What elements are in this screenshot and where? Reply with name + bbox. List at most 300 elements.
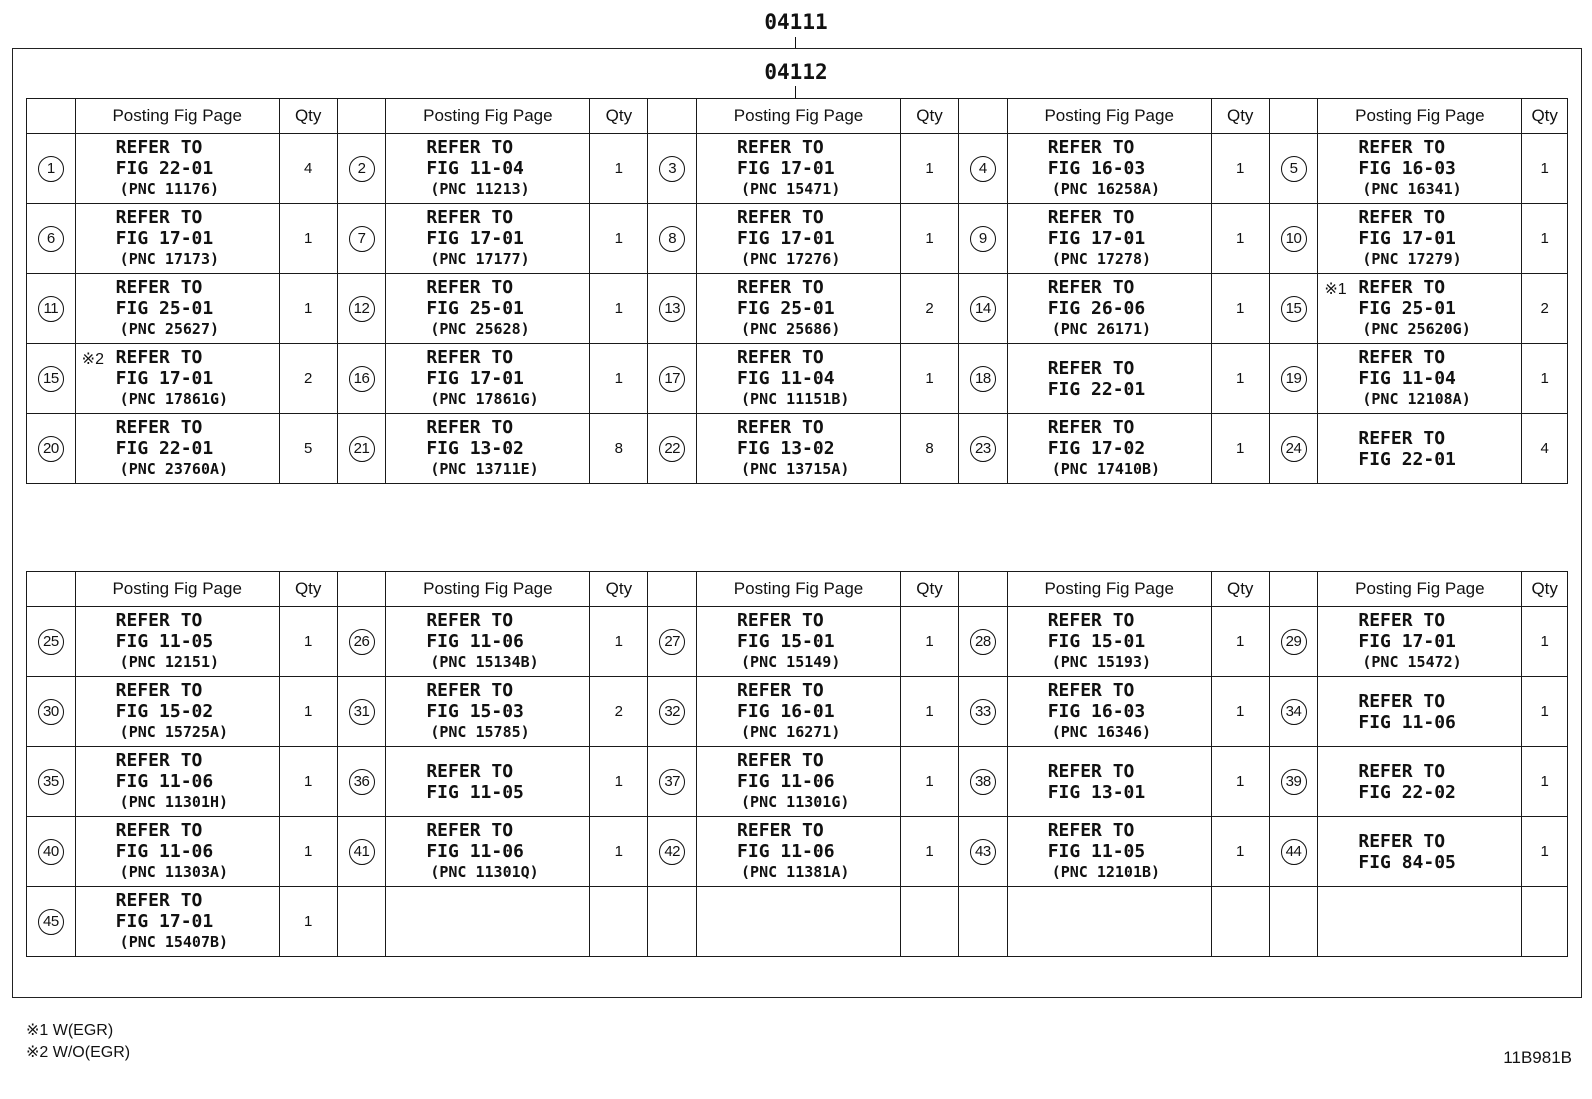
part-number-badge: 17 [659, 366, 685, 392]
part-number-cell [959, 887, 1008, 957]
part-number-badge: 42 [659, 839, 685, 865]
qty-cell [1522, 204, 1568, 274]
reference-cell [386, 677, 590, 747]
refer-to-text: REFER TO [737, 347, 824, 368]
part-number-badge: 12 [349, 296, 375, 322]
refer-to-text: REFER TO [115, 277, 203, 298]
pnc-reference: (PNC 15193) [1051, 653, 1152, 671]
part-number-badge: 15 [38, 366, 64, 392]
applicability-note: ※1 [1324, 281, 1347, 298]
part-number-cell [959, 414, 1008, 484]
refer-to-text: REFER TO [1047, 277, 1135, 298]
part-number-cell [1269, 817, 1318, 887]
qty-cell [1522, 677, 1568, 747]
qty-cell [590, 134, 648, 204]
part-number-cell [1269, 134, 1318, 204]
part-number-cell [27, 204, 76, 274]
quantity-value: 8 [614, 440, 624, 457]
figure-reference: FIG 17-01 [426, 368, 524, 389]
reference-cell [1007, 414, 1211, 484]
table-row [27, 414, 1568, 484]
part-number-cell [648, 414, 697, 484]
figure-reference: FIG 17-01 [1047, 228, 1146, 249]
quantity-value: 2 [304, 370, 313, 387]
pnc-reference: (PNC 15725A) [119, 723, 229, 741]
figure-reference: FIG 17-01 [115, 228, 214, 249]
part-number-badge: 40 [38, 839, 64, 865]
pnc-reference: (PNC 15785) [430, 723, 530, 741]
reference-cell [75, 887, 279, 957]
part-number-cell [959, 747, 1008, 817]
refer-to-text: REFER TO [115, 890, 203, 911]
part-number-cell [1269, 344, 1318, 414]
part-number-cell [959, 274, 1008, 344]
quantity-value: 1 [1236, 773, 1245, 790]
reference-cell [386, 817, 590, 887]
table-row [27, 204, 1568, 274]
header-qty: Qty [279, 572, 337, 607]
part-number-badge: 35 [38, 769, 64, 795]
part-number-badge: 5 [1281, 156, 1307, 182]
header-posting-fig-page: Posting Fig Page [1318, 572, 1522, 607]
qty-cell [901, 274, 959, 344]
part-number-badge: 19 [1281, 366, 1307, 392]
pnc-reference: (PNC 13711E) [430, 460, 539, 478]
refer-to-text: REFER TO [1358, 610, 1446, 631]
header-blank [337, 99, 386, 134]
qty-cell [590, 747, 648, 817]
header-qty: Qty [1211, 99, 1269, 134]
refer-to-text: REFER TO [1047, 820, 1135, 841]
footnotes [26, 1020, 130, 1064]
reference-cell [386, 204, 590, 274]
header-blank [337, 572, 386, 607]
pnc-reference: (PNC 12108A) [1362, 390, 1471, 408]
reference-cell [386, 414, 590, 484]
qty-cell [901, 677, 959, 747]
header-qty: Qty [901, 99, 959, 134]
part-number-badge: 10 [1281, 226, 1307, 252]
parts-reference-table-bottom [26, 571, 1568, 957]
quantity-value: 2 [925, 300, 934, 317]
part-number-cell [337, 204, 386, 274]
refer-to-text: REFER TO [426, 760, 514, 782]
pnc-reference: (PNC 15149) [741, 653, 841, 671]
quantity-value: 1 [1540, 230, 1549, 247]
refer-to-text: REFER TO [426, 347, 514, 368]
pnc-reference: (PNC 25627) [119, 320, 220, 338]
reference-cell [386, 344, 590, 414]
inner-code-leader [795, 86, 796, 98]
reference-cell [75, 607, 279, 677]
refer-to-text: REFER TO [1047, 680, 1135, 701]
header-row [27, 572, 1568, 607]
refer-to-text: REFER TO [1047, 357, 1135, 379]
quantity-value: 1 [1236, 440, 1245, 457]
figure-reference: FIG 17-02 [1047, 438, 1146, 459]
reference-cell [1007, 677, 1211, 747]
pnc-reference: (PNC 25628) [430, 320, 530, 338]
figure-reference: FIG 11-06 [426, 841, 524, 862]
reference-cell [75, 817, 279, 887]
quantity-value: 1 [614, 370, 624, 387]
header-blank [1269, 572, 1318, 607]
figure-reference: FIG 13-01 [1047, 781, 1146, 803]
part-number-badge: 30 [38, 699, 64, 725]
outer-code-leader [795, 37, 796, 48]
part-number-cell [1269, 414, 1318, 484]
refer-to-text: REFER TO [115, 680, 203, 701]
reference-cell [1318, 817, 1522, 887]
part-number-cell [1269, 607, 1318, 677]
pnc-reference: (PNC 25686) [741, 320, 841, 338]
quantity-value: 4 [1540, 440, 1549, 457]
reference-cell [697, 344, 901, 414]
pnc-reference: (PNC 16271) [741, 723, 841, 741]
part-number-badge: 22 [659, 436, 685, 462]
figure-reference: FIG 17-01 [737, 228, 835, 249]
part-number-badge: 26 [349, 629, 375, 655]
refer-to-text: REFER TO [426, 207, 514, 228]
figure-reference: FIG 11-06 [1358, 711, 1456, 733]
header-qty: Qty [901, 572, 959, 607]
figure-reference: FIG 11-04 [426, 158, 524, 179]
header-posting-fig-page: Posting Fig Page [697, 99, 901, 134]
quantity-value: 1 [1236, 230, 1245, 247]
part-number-cell [337, 607, 386, 677]
figure-reference: FIG 84-05 [1358, 851, 1456, 873]
part-number-badge: 23 [970, 436, 996, 462]
reference-cell [75, 204, 279, 274]
quantity-value: 1 [614, 230, 624, 247]
pnc-reference: (PNC 17173) [119, 250, 220, 268]
qty-cell [1522, 887, 1568, 957]
parts-reference-table-top [26, 98, 1568, 484]
qty-cell [901, 204, 959, 274]
part-number-cell [27, 747, 76, 817]
reference-cell [1318, 607, 1522, 677]
part-number-cell [27, 677, 76, 747]
pnc-reference: (PNC 12151) [119, 653, 220, 671]
quantity-value: 1 [925, 773, 934, 790]
part-number-cell [27, 274, 76, 344]
reference-cell [386, 274, 590, 344]
quantity-value: 1 [614, 773, 624, 790]
footnote-2: ※2 W/O(EGR) [26, 1044, 131, 1061]
part-number-cell [648, 747, 697, 817]
part-number-badge: 14 [970, 296, 996, 322]
qty-cell [1211, 887, 1269, 957]
quantity-value: 1 [1540, 370, 1549, 387]
refer-to-text: REFER TO [115, 207, 203, 228]
refer-to-text: REFER TO [426, 417, 514, 438]
quantity-value: 1 [304, 703, 313, 720]
part-number-cell [959, 344, 1008, 414]
reference-cell [1007, 274, 1211, 344]
figure-reference: FIG 11-06 [426, 631, 524, 652]
refer-to-text: REFER TO [1358, 830, 1446, 852]
reference-cell [75, 134, 279, 204]
applicability-note: ※2 [81, 351, 104, 368]
figure-reference: FIG 15-02 [115, 701, 214, 722]
refer-to-text: REFER TO [115, 417, 203, 438]
reference-cell [1318, 274, 1522, 344]
reference-cell [386, 607, 590, 677]
refer-to-text: REFER TO [737, 277, 824, 298]
part-number-cell [959, 607, 1008, 677]
reference-cell [697, 747, 901, 817]
quantity-value: 1 [1236, 843, 1245, 860]
refer-to-text: REFER TO [737, 417, 824, 438]
quantity-value: 1 [925, 843, 934, 860]
header-qty: Qty [590, 99, 648, 134]
pnc-reference: (PNC 11213) [430, 180, 530, 198]
figure-reference: FIG 22-01 [1047, 378, 1146, 400]
qty-cell [1522, 817, 1568, 887]
part-number-cell [27, 817, 76, 887]
qty-cell [279, 887, 337, 957]
qty-cell [901, 747, 959, 817]
figure-reference: FIG 17-01 [426, 228, 524, 249]
pnc-reference: (PNC 17279) [1362, 250, 1462, 268]
qty-cell [279, 204, 337, 274]
figure-reference: FIG 22-01 [115, 158, 214, 179]
qty-cell [901, 134, 959, 204]
pnc-reference: (PNC 23760A) [119, 460, 229, 478]
part-number-badge: 32 [659, 699, 685, 725]
quantity-value: 1 [925, 370, 934, 387]
refer-to-text: REFER TO [737, 207, 824, 228]
header-posting-fig-page: Posting Fig Page [75, 572, 279, 607]
reference-cell [697, 204, 901, 274]
quantity-value: 8 [925, 440, 934, 457]
figure-reference: FIG 11-04 [737, 368, 835, 389]
reference-cell [1318, 414, 1522, 484]
part-number-badge: 2 [349, 156, 375, 182]
qty-cell [1211, 414, 1269, 484]
qty-cell [901, 414, 959, 484]
reference-cell [1007, 204, 1211, 274]
qty-cell [279, 414, 337, 484]
quantity-value: 1 [614, 300, 624, 317]
qty-cell [901, 887, 959, 957]
part-number-cell [648, 274, 697, 344]
part-number-badge: 28 [970, 629, 996, 655]
part-number-cell [648, 887, 697, 957]
qty-cell [1211, 134, 1269, 204]
drawing-code: 11B981B [1503, 1048, 1572, 1067]
table-row [27, 817, 1568, 887]
pnc-reference: (PNC 17177) [430, 250, 530, 268]
part-number-cell [27, 607, 76, 677]
quantity-value: 1 [1540, 160, 1549, 177]
quantity-value: 1 [614, 633, 624, 650]
refer-to-text: REFER TO [426, 137, 514, 158]
figure-reference: FIG 22-02 [1358, 781, 1456, 803]
header-blank [27, 572, 76, 607]
quantity-value: 1 [1540, 843, 1549, 860]
reference-cell [75, 747, 279, 817]
part-number-badge: 31 [349, 699, 375, 725]
header-blank [648, 572, 697, 607]
part-number-cell [1269, 677, 1318, 747]
qty-cell [1211, 204, 1269, 274]
figure-reference: FIG 26-06 [1047, 298, 1146, 319]
refer-to-text: REFER TO [1358, 760, 1446, 782]
reference-cell [75, 274, 279, 344]
part-number-cell [648, 204, 697, 274]
figure-reference: FIG 22-01 [1358, 448, 1456, 470]
figure-reference: FIG 11-06 [115, 841, 214, 862]
reference-cell [1007, 134, 1211, 204]
refer-to-text: REFER TO [1358, 427, 1446, 449]
figure-reference: FIG 13-02 [426, 438, 524, 459]
header-qty: Qty [1522, 99, 1568, 134]
qty-cell [279, 747, 337, 817]
reference-cell [1007, 344, 1211, 414]
refer-to-text: REFER TO [115, 610, 203, 631]
header-blank [959, 572, 1008, 607]
part-number-cell [337, 134, 386, 204]
part-number-badge: 9 [970, 226, 996, 252]
pnc-reference: (PNC 17861G) [430, 390, 539, 408]
part-number-badge: 1 [38, 156, 64, 182]
quantity-value: 1 [304, 300, 313, 317]
header-posting-fig-page: Posting Fig Page [386, 99, 590, 134]
refer-to-text: REFER TO [737, 610, 824, 631]
figure-reference: FIG 15-03 [426, 701, 524, 722]
pnc-reference: (PNC 15471) [741, 180, 841, 198]
part-number-badge: 15 [1281, 296, 1307, 322]
qty-cell [590, 607, 648, 677]
figure-reference: FIG 25-01 [426, 298, 524, 319]
reference-cell [75, 414, 279, 484]
part-number-badge: 8 [659, 226, 685, 252]
quantity-value: 1 [304, 913, 313, 930]
header-qty: Qty [1522, 572, 1568, 607]
part-number-badge: 7 [349, 226, 375, 252]
refer-to-text: REFER TO [426, 820, 514, 841]
header-blank [27, 99, 76, 134]
header-posting-fig-page: Posting Fig Page [386, 572, 590, 607]
table-row [27, 747, 1568, 817]
reference-cell [1007, 817, 1211, 887]
part-number-badge: 18 [970, 366, 996, 392]
header-blank [959, 99, 1008, 134]
part-number-badge: 16 [349, 366, 375, 392]
quantity-value: 1 [1236, 370, 1245, 387]
quantity-value: 2 [614, 703, 624, 720]
part-number-badge: 21 [349, 436, 375, 462]
refer-to-text: REFER TO [737, 680, 824, 701]
quantity-value: 1 [1540, 773, 1549, 790]
pnc-reference: (PNC 17276) [741, 250, 841, 268]
quantity-value: 1 [1540, 703, 1549, 720]
reference-cell [697, 677, 901, 747]
reference-cell [75, 344, 279, 414]
pnc-reference: (PNC 15134B) [430, 653, 539, 671]
pnc-reference: (PNC 15472) [1362, 653, 1462, 671]
part-number-cell [27, 887, 76, 957]
figure-reference: FIG 25-01 [737, 298, 835, 319]
refer-to-text: REFER TO [115, 347, 203, 368]
qty-cell [590, 344, 648, 414]
part-number-badge: 41 [349, 839, 375, 865]
qty-cell [1522, 134, 1568, 204]
refer-to-text: REFER TO [737, 750, 824, 771]
reference-cell [697, 607, 901, 677]
part-number-cell [1269, 747, 1318, 817]
figure-reference: FIG 11-06 [737, 771, 835, 792]
quantity-value: 1 [304, 230, 313, 247]
reference-cell [386, 747, 590, 817]
pnc-reference: (PNC 11176) [119, 180, 220, 198]
qty-cell [1522, 344, 1568, 414]
quantity-value: 4 [304, 160, 313, 177]
part-number-cell [648, 344, 697, 414]
quantity-value: 5 [304, 440, 313, 457]
qty-cell [1522, 747, 1568, 817]
figure-reference: FIG 15-01 [1047, 631, 1146, 652]
figure-reference: FIG 17-01 [115, 911, 214, 932]
quantity-value: 1 [304, 843, 313, 860]
refer-to-text: REFER TO [1358, 277, 1446, 298]
header-posting-fig-page: Posting Fig Page [75, 99, 279, 134]
reference-cell [697, 134, 901, 204]
part-number-cell [648, 134, 697, 204]
part-number-cell [337, 414, 386, 484]
figure-reference: FIG 22-01 [115, 438, 214, 459]
quantity-value: 1 [1236, 703, 1245, 720]
figure-reference: FIG 11-06 [115, 771, 214, 792]
qty-cell [1211, 274, 1269, 344]
pnc-reference: (PNC 11151B) [741, 390, 850, 408]
quantity-value: 1 [925, 160, 934, 177]
qty-cell [901, 344, 959, 414]
pnc-reference: (PNC 11301G) [741, 793, 850, 811]
part-number-cell [648, 607, 697, 677]
table-row [27, 677, 1568, 747]
part-number-cell [337, 274, 386, 344]
qty-cell [279, 344, 337, 414]
part-number-badge: 34 [1281, 699, 1307, 725]
pnc-reference: (PNC 11303A) [119, 863, 229, 881]
part-number-badge: 43 [970, 839, 996, 865]
reference-cell [1007, 607, 1211, 677]
figure-reference: FIG 17-01 [1358, 631, 1456, 652]
part-number-cell [959, 204, 1008, 274]
part-number-cell [1269, 274, 1318, 344]
qty-cell [279, 607, 337, 677]
part-number-cell [1269, 204, 1318, 274]
pnc-reference: (PNC 16258A) [1051, 180, 1161, 198]
part-number-cell [27, 414, 76, 484]
header-qty: Qty [1211, 572, 1269, 607]
qty-cell [279, 274, 337, 344]
part-number-badge: 13 [659, 296, 685, 322]
figure-reference: FIG 11-04 [1358, 368, 1456, 389]
refer-to-text: REFER TO [426, 277, 514, 298]
part-number-badge: 20 [38, 436, 64, 462]
table-row [27, 344, 1568, 414]
figure-reference: FIG 17-01 [1358, 228, 1456, 249]
header-blank [648, 99, 697, 134]
table-row [27, 887, 1568, 957]
part-number-cell [337, 747, 386, 817]
reference-cell [1007, 887, 1211, 957]
part-number-cell [27, 344, 76, 414]
refer-to-text: REFER TO [737, 820, 824, 841]
